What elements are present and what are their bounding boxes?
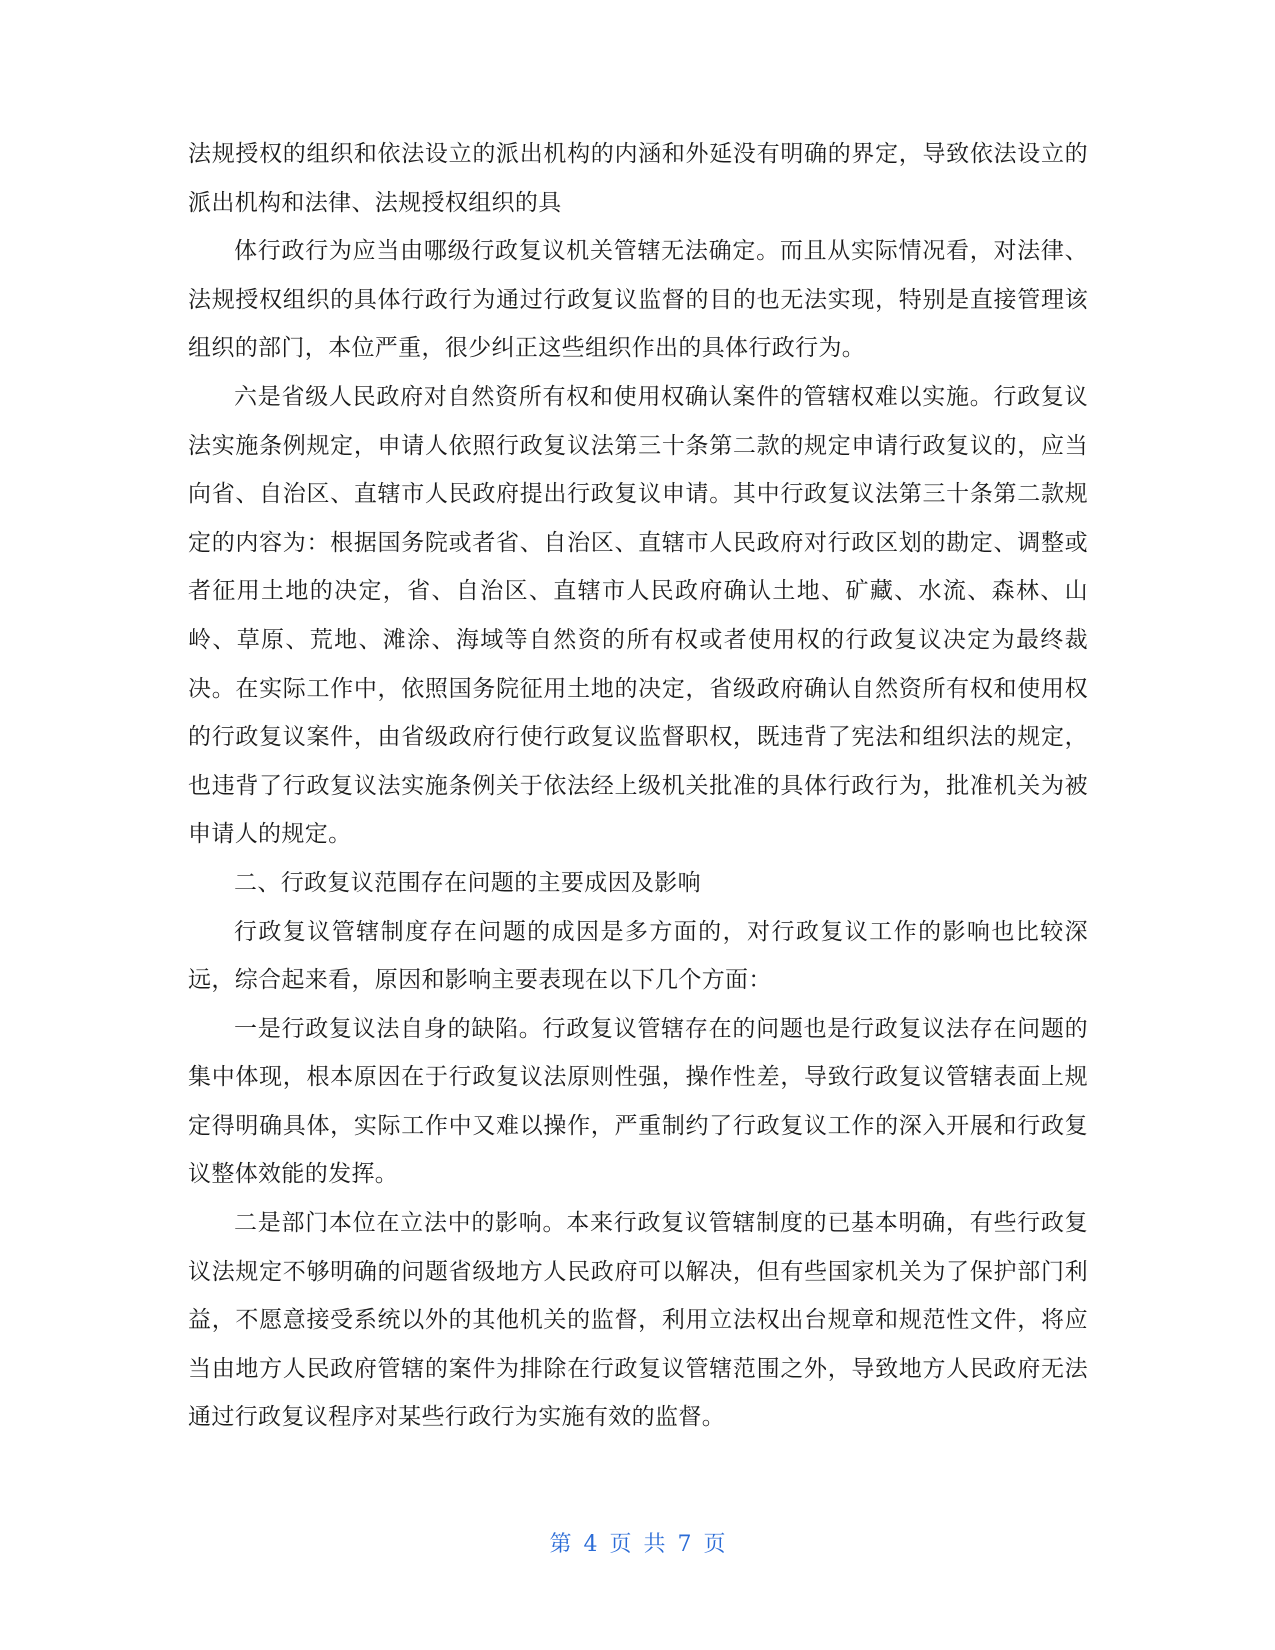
footer-label-ye: 页 bbox=[609, 1532, 632, 1557]
paragraph-5: 一是行政复议法自身的缺陷。行政复议管辖存在的问题也是行政复议法存在问题的集中体现，根本原因在于行政复议法原则性强，操作性差，导致行政复议管辖表面上规定得明确具体，实际工作中又难以操作，严重制约了行政复议工作的深入开展和行政复议整体效能的发挥。 bbox=[188, 1015, 1088, 1188]
footer-label-ye-2: 页 bbox=[703, 1532, 726, 1557]
section-heading: 二、行政复议范围存在问题的主要成因及影响 bbox=[234, 869, 701, 896]
footer-label-gong: 共 bbox=[643, 1532, 666, 1557]
paragraph-6: 二是部门本位在立法中的影响。本来行政复议管辖制度的已基本明确，有些行政复议法规定不够明确的问题省级地方人民政府可以解决，但有些国家机关为了保护部门利益，不愿意接受系统以外的其他机关的监督，利用立法权出台规章和规范性文件，将应当由地方人民政府管辖的案件为排除在行政复议管辖范围之外，导致地方人民政府无法通过行政复议程序对某些行政行为实施有效的监督。 bbox=[188, 1210, 1088, 1431]
body-text bbox=[188, 130, 1088, 1442]
footer-current-page: 4 bbox=[583, 1532, 598, 1557]
paragraph-2: 体行政行为应当由哪级行政复议机关管辖无法确定。而且从实际情况看，对法律、法规授权组织的具体行政行为通过行政复议监督的目的也无法实现，特别是直接管理该组织的部门，本位严重，很少纠正这些组织作出的具体行政行为。 bbox=[188, 238, 1088, 362]
paragraph-3: 六是省级人民政府对自然资所有权和使用权确认案件的管辖权难以实施。行政复议法实施条例规定，申请人依照行政复议法第三十条第二款的规定申请行政复议的，应当向省、自治区、直辖市人民政府提出行政复议申请。其中行政复议法第三十条第二款规定的内容为：根据国务院或者省、自治区、直辖市人民政府对行政区划的勘定、调整或者征用土地的决定，省、自治区、直辖市人民政府确认土地、矿藏、水流、森林、山岭、草原、荒地、滩涂、海域等自然资的所有权或者使用权的行政复议决定为最终裁决。在实际工作中，依照国务院征用土地的决定，省级政府确认自然资所有权和使用权的行政复议案件，由省级政府行使行政复议监督职权，既违背了宪法和组织法的规定，也违背了行政复议法实施条例关于依法经上级机关批准的具体行政行为，批准机关为被申请人的规定。 bbox=[188, 383, 1088, 848]
footer-total-pages: 7 bbox=[677, 1532, 692, 1557]
page-footer bbox=[0, 1527, 1275, 1558]
footer-label-di: 第 bbox=[549, 1532, 572, 1557]
paragraph-1: 法规授权的组织和依法设立的派出机构的内涵和外延没有明确的界定，导致依法设立的派出机构和法律、法规授权组织的具 bbox=[188, 141, 1088, 216]
paragraph-4: 行政复议管辖制度存在问题的成因是多方面的，对行政复议工作的影响也比较深远，综合起来看，原因和影响主要表现在以下几个方面： bbox=[188, 918, 1088, 994]
